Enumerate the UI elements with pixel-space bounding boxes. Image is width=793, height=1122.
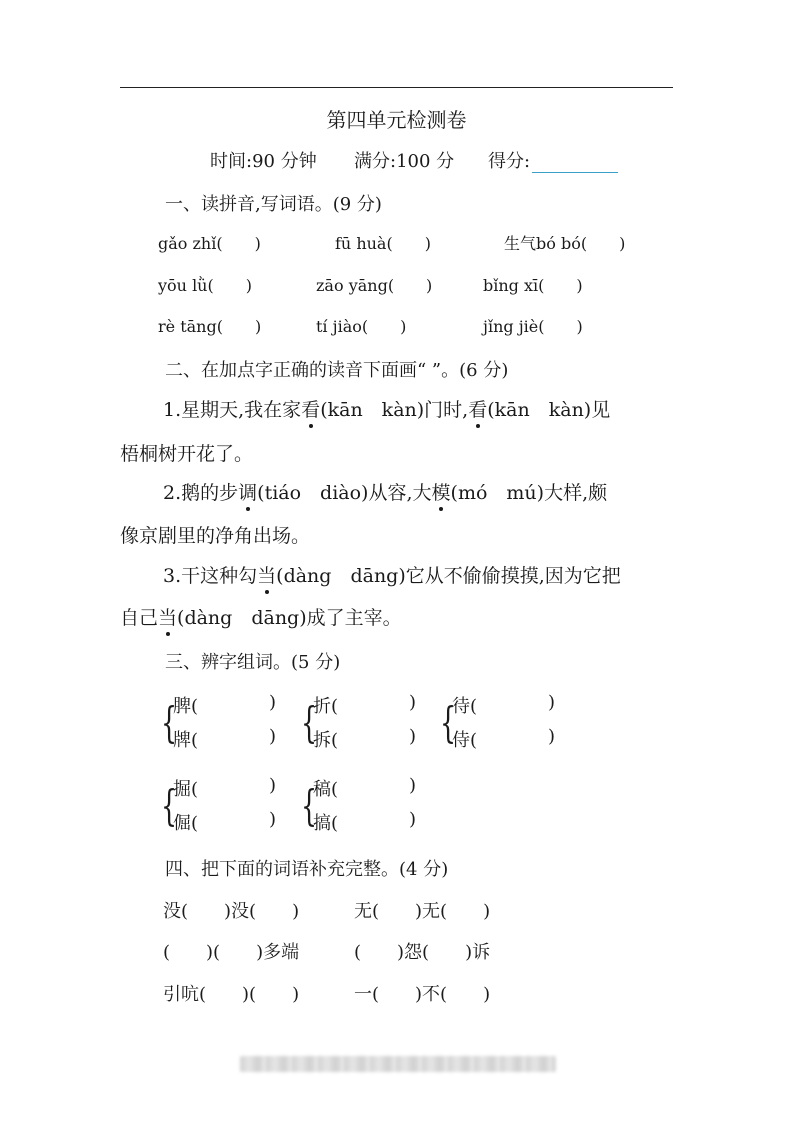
section-4-heading: 四、把下面的词语补充完整。(4 分): [165, 859, 449, 880]
dotted-char: 当: [158, 603, 177, 630]
pinyin-item: rè tāng( ): [158, 317, 262, 336]
blurred-footer: [240, 1056, 556, 1072]
idiom-item: 一( )不( ): [354, 984, 491, 1005]
pinyin-item: 生气bó bó( ): [504, 234, 626, 253]
section-2-heading: 二、在加点字正确的读音下面画“ ”。(6 分): [165, 360, 509, 381]
score-label: 得分:: [488, 151, 531, 172]
top-rule: [120, 87, 673, 88]
brace: {: [161, 698, 178, 747]
page-title: 第四单元检测卷: [326, 108, 467, 132]
idiom-item: ( )( )多端: [163, 942, 300, 963]
pinyin-item: tí jiào( ): [316, 317, 407, 336]
section-1-heading: 一、读拼音,写词语。(9 分): [165, 194, 382, 215]
char-item: 侍( ): [452, 726, 556, 751]
question-3-line-1: 3.干这种勾当(dàng dāng)它从不偷偷摸摸,因为它把: [163, 561, 621, 588]
char-item: 牌( ): [173, 726, 277, 751]
idiom-item: 没( )没( ): [163, 901, 300, 922]
score-field[interactable]: [488, 147, 618, 173]
char-item: 待( ): [452, 692, 556, 717]
char-item: 拆( ): [313, 726, 417, 751]
question-3-line-2: 自己当(dàng dāng)成了主宰。: [120, 603, 402, 630]
idiom-item: 引吭( )( ): [163, 984, 300, 1005]
pinyin-item: fū huà( ): [335, 234, 431, 253]
char-item: 脾( ): [173, 692, 277, 717]
dotted-char: 看: [301, 395, 320, 422]
question-1-line-2: 梧桐树开花了。: [120, 443, 254, 465]
score-blank-line[interactable]: [532, 154, 618, 173]
brace: {: [440, 698, 457, 747]
full-score-info: 满分:100 分: [354, 151, 455, 172]
char-item: 掘( ): [173, 775, 277, 800]
pinyin-item: jǐng jiè( ): [483, 317, 583, 336]
time-info: 时间:90 分钟: [210, 151, 317, 172]
char-item: 稿( ): [313, 775, 417, 800]
dotted-char: 当: [257, 561, 276, 588]
question-1-line-1: 1.星期天,我在家看(kān kàn)门时,看(kān kàn)见: [163, 395, 610, 422]
brace: {: [161, 781, 178, 830]
dotted-char: 调: [238, 478, 257, 505]
dotted-char: 模: [432, 478, 451, 505]
pinyin-item: zāo yāng( ): [316, 276, 433, 295]
char-item: 倔( ): [173, 809, 277, 834]
dotted-char: 看: [468, 395, 487, 422]
brace: {: [301, 698, 318, 747]
brace: {: [301, 781, 318, 830]
question-2-line-1: 2.鹅的步调(tiáo diào)从容,大模(mó mú)大样,颇: [163, 478, 607, 505]
char-item: 折( ): [313, 692, 417, 717]
idiom-item: ( )怨( )诉: [354, 942, 491, 963]
question-2-line-2: 像京剧里的净角出场。: [120, 525, 311, 547]
section-3-heading: 三、辨字组词。(5 分): [165, 652, 341, 673]
pinyin-item: yōu lǜ( ): [158, 276, 252, 295]
pinyin-item: gǎo zhǐ( ): [158, 234, 261, 253]
idiom-item: 无( )无( ): [354, 901, 491, 922]
pinyin-item: bǐng xī( ): [483, 276, 583, 295]
char-item: 搞( ): [313, 809, 417, 834]
